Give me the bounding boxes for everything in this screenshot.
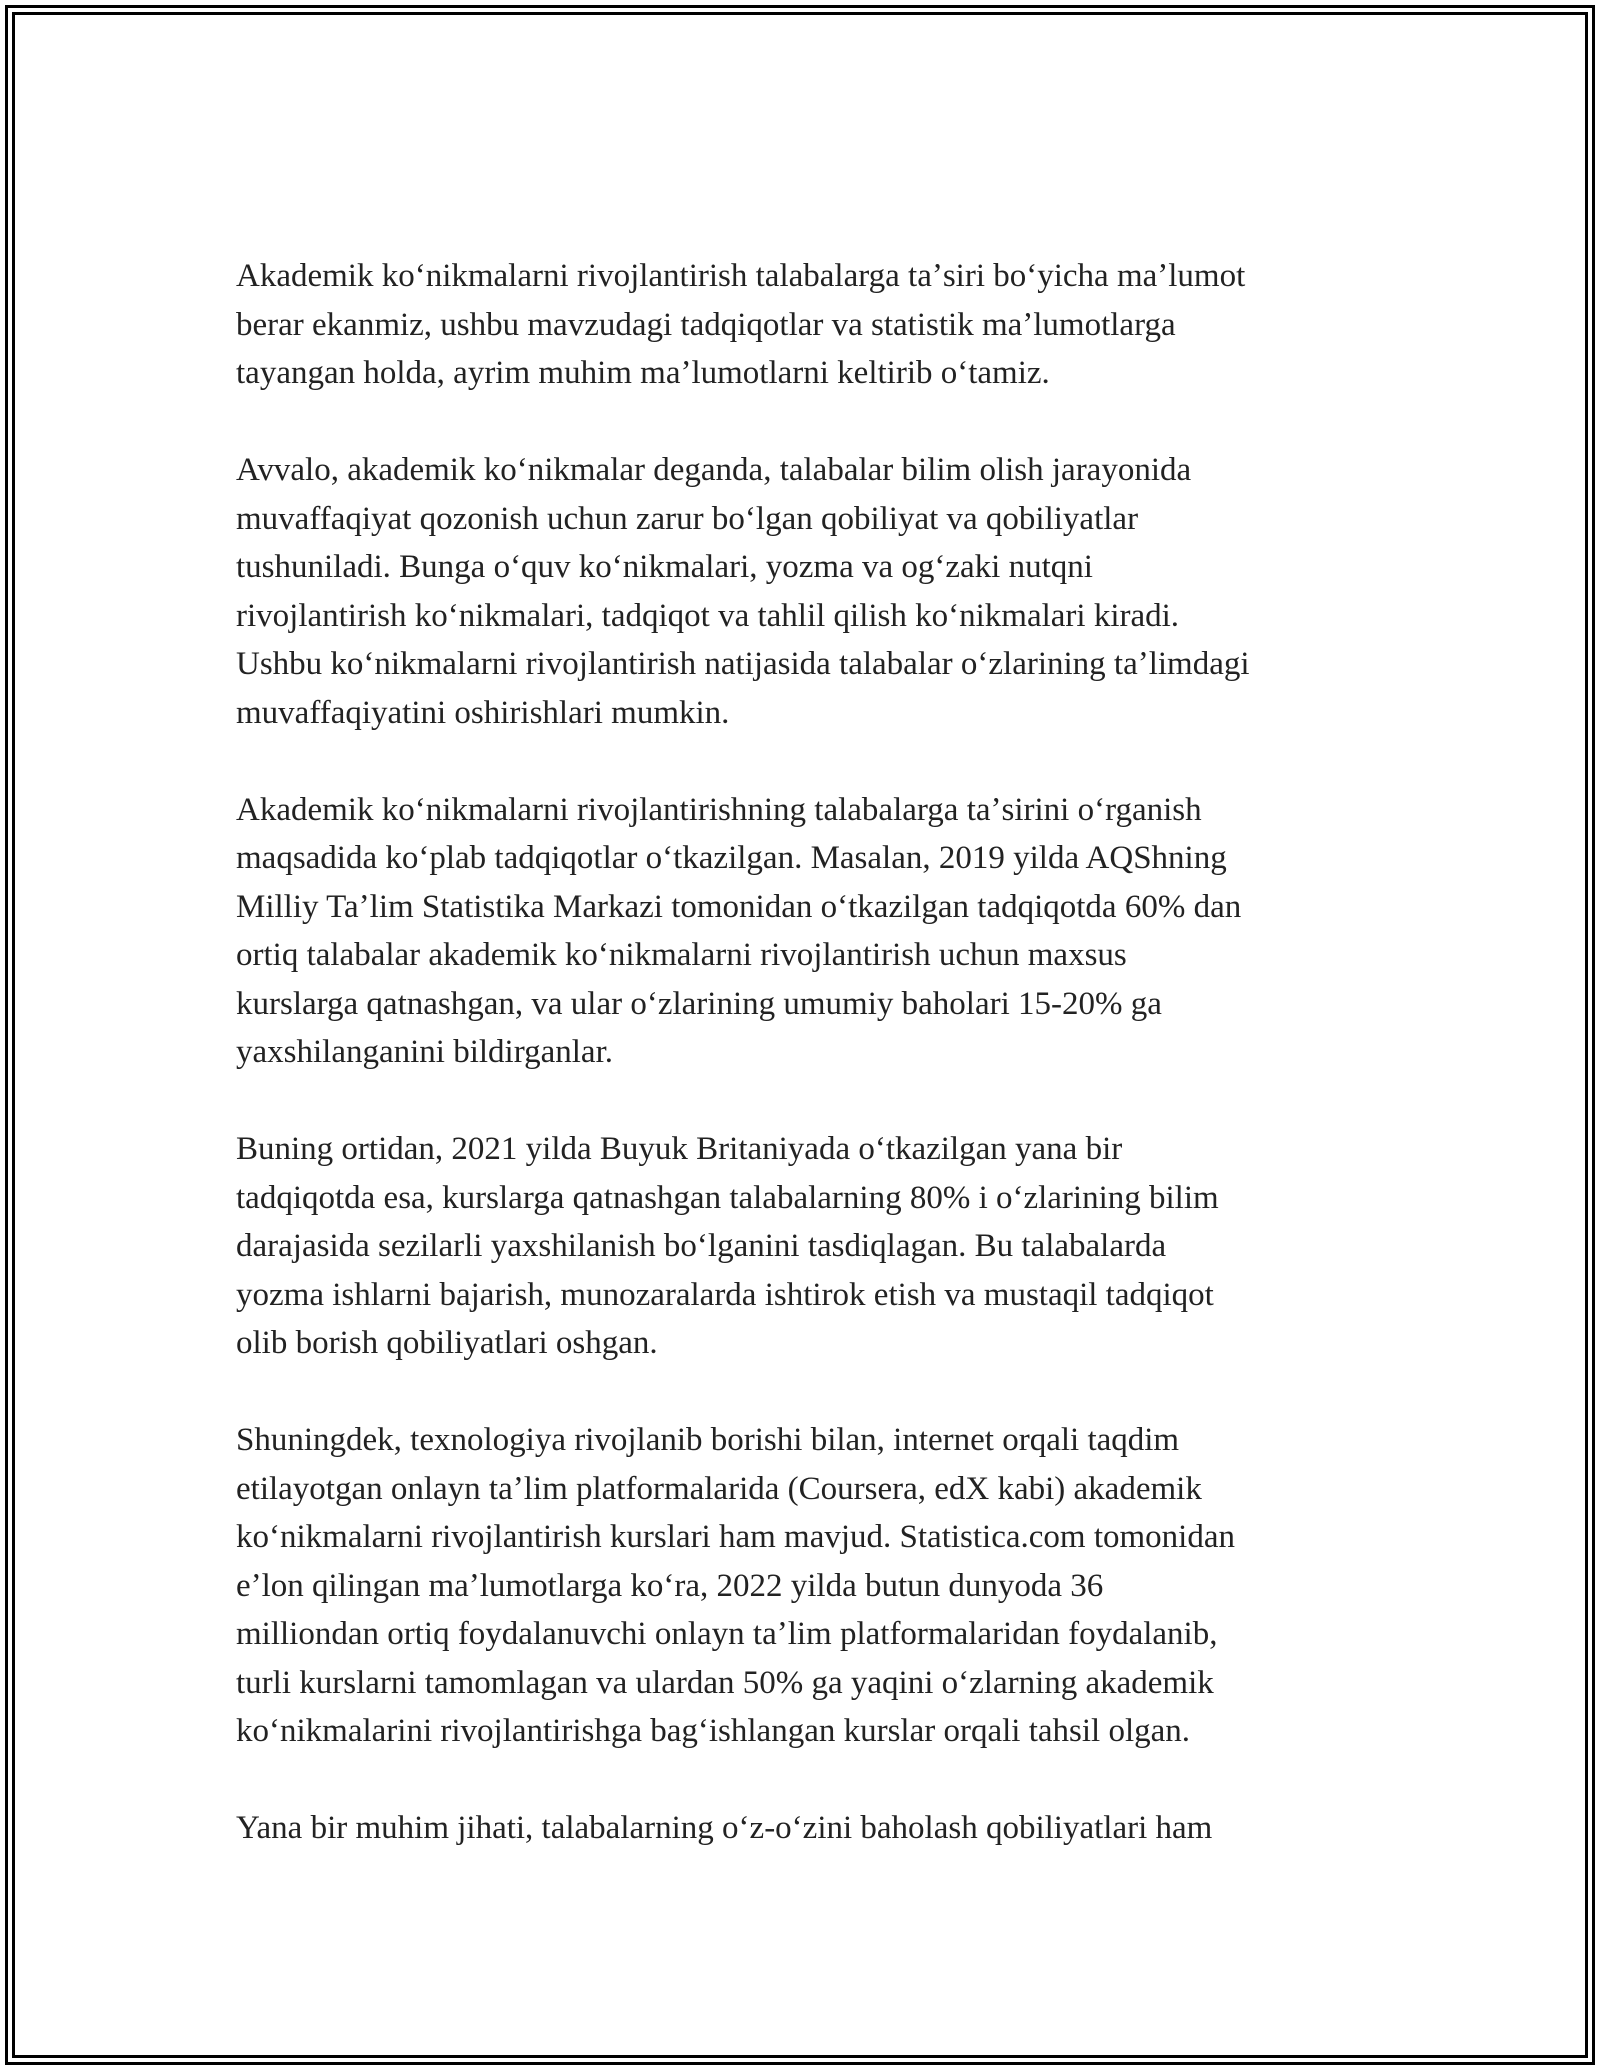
text-line: maqsadida koʻplab tadqiqotlar oʻtkazilgan. Masalan, 2019 yilda AQShning bbox=[236, 840, 1227, 876]
text-line: yaxshilanganini bildirganlar. bbox=[236, 1034, 613, 1070]
text-line: muvaffaqiyat qozonish uchun zarur boʻlgan qobiliyat va qobiliyatlar bbox=[236, 500, 1139, 537]
text-line: Yana bir muhim jihati, talabalarning oʻz-oʻzini baholash qobiliyatlari ham bbox=[236, 1810, 1213, 1846]
text-line: koʻnikmalarni rivojlantirish kurslari ham mavjud. Statistica.com tomonidan bbox=[236, 1519, 1235, 1555]
text-line: berar ekanmiz, ushbu mavzudagi tadqiqotlar va statistik maʼlumotlarga bbox=[236, 306, 1176, 343]
text-line: kurslarga qatnashgan, va ular oʻzlarining umumiy baholari 15-20% ga bbox=[236, 985, 1162, 1022]
text-line: tadqiqotda esa, kurslarga qatnashgan talabalarning 80% i oʻzlarining bilim bbox=[236, 1179, 1219, 1216]
text-line: Milliy Taʼlim Statistika Markazi tomonidan oʻtkazilgan tadqiqotda 60% dan bbox=[236, 888, 1242, 925]
text-line: Akademik koʻnikmalarni rivojlantirishning talabalarga taʼsirini oʻrganish bbox=[236, 791, 1202, 828]
text-line: yozma ishlarni bajarish, munozaralarda ishtirok etish va mustaqil tadqiqot bbox=[236, 1276, 1214, 1313]
document-body bbox=[236, 252, 1376, 1901]
paragraph-1 bbox=[236, 252, 1376, 398]
paragraph-5 bbox=[236, 1416, 1376, 1756]
text-line: ortiq talabalar akademik koʻnikmalarni rivojlantirish uchun maxsus bbox=[236, 937, 1127, 973]
text-line: tushuniladi. Bunga oʻquv koʻnikmalari, yozma va ogʻzaki nutqni bbox=[236, 549, 1093, 585]
paragraph-6 bbox=[236, 1804, 1376, 1853]
text-line: muvaffaqiyatini oshirishlari mumkin. bbox=[236, 694, 730, 731]
text-line: eʼlon qilingan maʼlumotlarga koʻra, 2022 yilda butun dunyoda 36 bbox=[236, 1567, 1104, 1604]
text-line: koʻnikmalarini rivojlantirishga bagʻishlangan kurslar orqali tahsil olgan. bbox=[236, 1713, 1191, 1749]
text-line: etilayotgan onlayn taʼlim platformalarida (Coursera, edX kabi) akademik bbox=[236, 1470, 1202, 1507]
text-line: darajasida sezilarli yaxshilanish boʻlganini tasdiqlagan. Bu talabalarda bbox=[236, 1228, 1167, 1264]
paragraph-2 bbox=[236, 446, 1376, 737]
text-line: Akademik koʻnikmalarni rivojlantirish talabalarga taʼsiri boʻyicha maʼlumot bbox=[236, 258, 1246, 294]
text-line: rivojlantirish koʻnikmalari, tadqiqot va tahlil qilish koʻnikmalari kiradi. bbox=[236, 597, 1180, 634]
text-line: milliondan ortiq foydalanuvchi onlayn taʼlim platformalaridan foydalanib, bbox=[236, 1616, 1218, 1652]
text-line: Avvalo, akademik koʻnikmalar deganda, talabalar bilim olish jarayonida bbox=[236, 452, 1192, 488]
text-line: olib borish qobiliyatlari oshgan. bbox=[236, 1325, 658, 1361]
text-line: Shuningdek, texnologiya rivojlanib borishi bilan, internet orqali taqdim bbox=[236, 1422, 1180, 1458]
text-line: turli kurslarni tamomlagan va ulardan 50% ga yaqini oʻzlarning akademik bbox=[236, 1664, 1214, 1701]
paragraph-3 bbox=[236, 786, 1376, 1077]
text-line: Buning ortidan, 2021 yilda Buyuk Britaniyada oʻtkazilgan yana bir bbox=[236, 1131, 1123, 1167]
text-line: Ushbu koʻnikmalarni rivojlantirish natijasida talabalar oʻzlarining taʼlimdagi bbox=[236, 646, 1250, 682]
paragraph-4 bbox=[236, 1125, 1376, 1368]
text-line: tayangan holda, ayrim muhim maʼlumotlarni keltirib oʻtamiz. bbox=[236, 355, 1050, 391]
